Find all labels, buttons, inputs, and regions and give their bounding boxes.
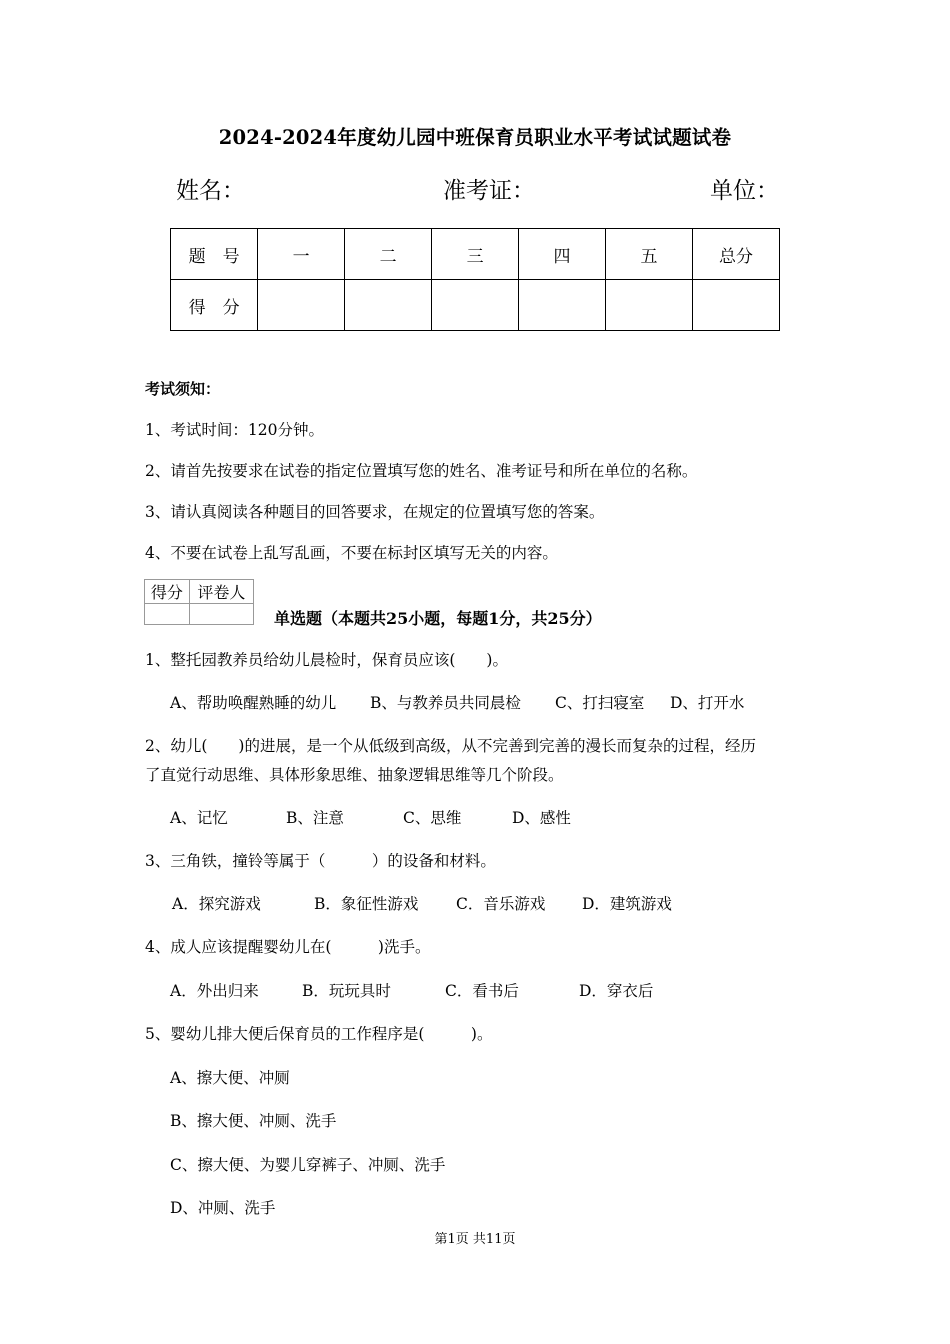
question-option[interactable]: D、感性	[512, 809, 571, 827]
score-table-header-cell: 总分	[692, 229, 779, 280]
notice-item: 3、请认真阅读各种题目的回答要求，在规定的位置填写您的答案。	[145, 503, 605, 521]
question-option[interactable]: A、记忆	[170, 809, 228, 827]
page-footer: 第1页 共11页	[434, 1232, 516, 1247]
section-title: 单选题（本题共25小题，每题1分，共25分）	[274, 609, 602, 628]
score-table-score-row	[171, 280, 780, 331]
question-option[interactable]: C．音乐游戏	[456, 895, 546, 913]
question-option[interactable]: A．外出归来	[170, 982, 259, 1000]
score-cell[interactable]	[258, 280, 345, 331]
question-option[interactable]: C、擦大便、为婴儿穿裤子、冲厕、洗手	[170, 1156, 446, 1174]
question-stem-continued: 了直觉行动思维、具体形象思维、抽象逻辑思维等几个阶段。	[145, 766, 564, 784]
question-option[interactable]: A．探究游戏	[172, 895, 261, 913]
score-table-header-cell: 题 号	[171, 229, 258, 280]
grader-reviewer-label: 评卷人	[189, 580, 253, 604]
notice-item: 2、请首先按要求在试卷的指定位置填写您的姓名、准考证号和所在单位的名称。	[145, 462, 698, 480]
score-table-header-cell: 四	[519, 229, 606, 280]
score-cell[interactable]	[606, 280, 693, 331]
question-option[interactable]: C、打扫寝室	[555, 694, 645, 712]
score-cell[interactable]	[692, 280, 779, 331]
score-row-label: 得 分	[171, 280, 258, 331]
score-table-header-cell: 一	[258, 229, 345, 280]
grader-box	[144, 579, 254, 625]
score-cell[interactable]	[519, 280, 606, 331]
score-cell[interactable]	[432, 280, 519, 331]
exam-id-field-label: 准考证：	[443, 178, 535, 204]
question-option[interactable]: B、擦大便、冲厕、洗手	[170, 1112, 337, 1130]
question-option[interactable]: D．建筑游戏	[582, 895, 672, 913]
question-option[interactable]: B、与教养员共同晨检	[370, 694, 521, 712]
notice-item: 4、不要在试卷上乱写乱画，不要在标封区填写无关的内容。	[145, 544, 558, 562]
question-option[interactable]: A、擦大便、冲厕	[170, 1069, 290, 1087]
question-option[interactable]: B．象征性游戏	[314, 895, 419, 913]
question-option[interactable]: A、帮助唤醒熟睡的幼儿	[170, 694, 337, 712]
score-cell[interactable]	[345, 280, 432, 331]
question-option[interactable]: B．玩玩具时	[302, 982, 391, 1000]
question-option[interactable]: C．看书后	[445, 982, 519, 1000]
score-table-header-cell: 二	[345, 229, 432, 280]
question-stem: 4、成人应该提醒婴幼儿在( )洗手。	[145, 938, 431, 956]
grader-score-label: 得分	[145, 580, 190, 604]
unit-field-label: 单位：	[710, 178, 779, 204]
grader-score-cell[interactable]	[145, 604, 190, 625]
question-stem: 2、幼儿( )的进展，是一个从低级到高级，从不完善到完善的漫长而复杂的过程，经历	[145, 737, 756, 755]
score-table-header-cell: 三	[432, 229, 519, 280]
notice-heading: 考试须知：	[145, 380, 221, 398]
question-option[interactable]: D、打开水	[670, 694, 745, 712]
score-table-header-cell: 五	[606, 229, 693, 280]
question-option[interactable]: B、注意	[286, 809, 344, 827]
question-option[interactable]: C、思维	[403, 809, 462, 827]
question-stem: 5、婴幼儿排大便后保育员的工作程序是( )。	[145, 1025, 493, 1043]
question-stem: 3、三角铁，撞铃等属于（ ）的设备和材料。	[145, 852, 496, 870]
page-title: 2024-2024年度幼儿园中班保育员职业水平考试试题试卷	[218, 126, 732, 149]
question-option[interactable]: D、冲厕、洗手	[170, 1199, 276, 1217]
name-field-label: 姓名：	[176, 178, 245, 204]
question-option[interactable]: D．穿衣后	[579, 982, 654, 1000]
grader-reviewer-cell[interactable]	[189, 604, 253, 625]
score-table-header-row	[171, 229, 780, 280]
score-table	[170, 228, 780, 331]
notice-item: 1、考试时间：120分钟。	[145, 421, 324, 439]
question-stem: 1、整托园教养员给幼儿晨检时，保育员应该( )。	[145, 651, 508, 669]
